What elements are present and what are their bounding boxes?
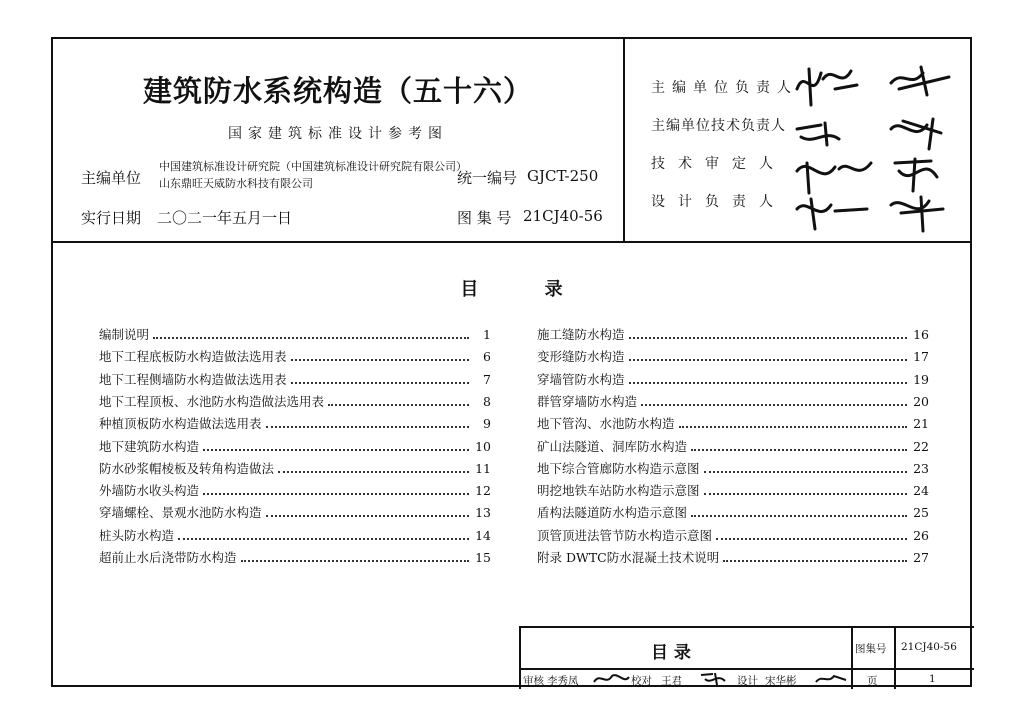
toc-item-page: 17 xyxy=(913,349,929,365)
title-block-title: 目 录 xyxy=(651,643,691,663)
toc-item-title: 编制说明 xyxy=(99,327,150,342)
drawing-frame xyxy=(51,37,972,687)
toc-item-title: 外墙防水收头构造 xyxy=(99,483,200,499)
design-label: 设计 xyxy=(737,675,758,687)
toc-item-page: 15 xyxy=(475,550,491,565)
review-label: 审核 xyxy=(523,675,544,687)
toc-item-page: 16 xyxy=(913,327,929,342)
toc-item-title: 地下工程顶板、水池防水构造做法选用表 xyxy=(99,393,325,409)
toc-item-title: 地下工程侧墙防水构造做法选用表 xyxy=(99,371,287,387)
toc-item-title: 穿墙螺栓、景观水池防水构造 xyxy=(99,505,262,521)
toc-item[interactable] xyxy=(537,347,929,367)
unified-number: GJCT-250 xyxy=(527,167,599,185)
toc-item[interactable] xyxy=(99,325,491,345)
toc-item-title: 种植顶板防水构造做法选用表 xyxy=(99,416,262,432)
toc-item-page: 14 xyxy=(475,527,491,543)
atlas-number-label: 图 集 号 xyxy=(457,209,512,227)
toc-leader-dots xyxy=(153,337,469,339)
toc-item-title: 地下建筑防水构造 xyxy=(99,438,200,454)
toc-item-title: 矿山法隧道、洞库防水构造 xyxy=(537,438,688,454)
toc-item-page: 24 xyxy=(913,483,929,499)
toc-item-page: 1 xyxy=(483,327,491,342)
toc-item-title: 变形缝防水构造 xyxy=(537,349,625,365)
approval-role-1: 主编单位负责人 xyxy=(651,80,798,96)
toc-item[interactable] xyxy=(99,503,491,523)
check-label: 校对 xyxy=(631,675,652,687)
toc-item-title: 防水砂浆帽棱板及转角构造做法 xyxy=(99,460,275,476)
approval-role-3: 技术审定人 xyxy=(651,156,786,172)
document-title: 建筑防水系统构造（五十六） xyxy=(142,74,533,108)
toc-item-page: 6 xyxy=(483,349,491,365)
toc-item[interactable] xyxy=(99,370,491,390)
toc-item[interactable] xyxy=(99,459,491,479)
page-label: 页 xyxy=(867,675,878,687)
toc-item[interactable] xyxy=(99,481,491,501)
toc-item-title: 施工缝防水构造 xyxy=(537,327,625,342)
toc-item[interactable] xyxy=(537,414,929,434)
toc-item-title: 地下管沟、水池防水构造 xyxy=(537,416,675,432)
toc-leader-dots xyxy=(291,382,469,384)
toc-item[interactable] xyxy=(99,347,491,367)
atlas-number: 21CJ40-56 xyxy=(523,207,603,225)
design-name: 宋华彬 xyxy=(765,675,797,687)
toc-item-page: 8 xyxy=(483,393,491,409)
toc-item[interactable] xyxy=(99,414,491,434)
title-block-atlas-label: 图集号 xyxy=(855,643,887,655)
toc-leader-dots xyxy=(629,337,907,339)
toc-item[interactable] xyxy=(537,392,929,412)
toc-item-page: 11 xyxy=(475,460,491,476)
toc-item[interactable] xyxy=(537,503,929,523)
toc-item[interactable] xyxy=(537,481,929,501)
toc-item-title: 穿墙管防水构造 xyxy=(537,371,625,387)
toc-item[interactable] xyxy=(99,437,491,457)
design-signature xyxy=(813,671,849,687)
toc-item-page: 13 xyxy=(475,505,491,521)
title-block-atlas-value: 21CJ40-56 xyxy=(901,641,957,653)
toc-item-page: 10 xyxy=(475,438,491,454)
effective-date: 二〇二一年五月一日 xyxy=(157,209,293,227)
toc-leader-dots xyxy=(629,359,907,361)
header-divider xyxy=(623,39,625,243)
toc-item-title: 顶管顶进法管节防水构造示意图 xyxy=(537,527,713,543)
unified-number-label: 统一编号 xyxy=(457,169,518,187)
toc-item-page: 7 xyxy=(483,371,491,387)
document-subtitle: 国家建筑标准设计参考图 xyxy=(228,126,448,142)
header-bottom-rule xyxy=(53,241,970,243)
toc-item-title: 桩头防水构造 xyxy=(99,527,175,543)
toc-leader-dots xyxy=(266,426,469,428)
editor-unit-label: 主编单位 xyxy=(81,169,142,187)
toc-item[interactable] xyxy=(99,548,491,568)
toc-leader-dots xyxy=(241,560,469,562)
toc-item-title: 附录 DWTC防水混凝土技术说明 xyxy=(537,550,720,565)
page-number: 1 xyxy=(929,673,936,685)
check-signature xyxy=(697,671,737,687)
editor-unit-1: 中国建筑标准设计研究院（中国建筑标准设计研究院有限公司） xyxy=(159,160,467,173)
toc-item-page: 20 xyxy=(913,393,929,409)
toc-leader-dots xyxy=(278,471,469,473)
toc-item-title: 群管穿墙防水构造 xyxy=(537,393,638,409)
toc-heading xyxy=(53,275,970,301)
toc-leader-dots xyxy=(203,449,469,451)
toc-item[interactable] xyxy=(99,526,491,546)
toc-item-title: 超前止水后浇带防水构造 xyxy=(99,550,237,565)
toc-leader-dots xyxy=(691,449,907,451)
toc-leader-dots xyxy=(704,471,907,473)
toc-leader-dots xyxy=(679,426,907,428)
toc-item[interactable] xyxy=(537,526,929,546)
toc-item[interactable] xyxy=(537,459,929,479)
effective-date-label: 实行日期 xyxy=(81,209,142,227)
toc-leader-dots xyxy=(266,515,469,517)
handwritten-signatures xyxy=(791,59,961,234)
toc-item-title: 明挖地铁车站防水构造示意图 xyxy=(537,483,700,499)
toc-item-page: 25 xyxy=(913,505,929,521)
toc-item-page: 26 xyxy=(913,527,929,543)
toc-leader-dots xyxy=(691,515,907,517)
approval-role-2: 主编单位技术负责人 xyxy=(651,118,786,134)
toc-item-page: 9 xyxy=(483,416,491,432)
review-signature xyxy=(591,671,631,687)
toc-item[interactable] xyxy=(99,392,491,412)
check-name: 王君 xyxy=(661,675,682,687)
editor-unit-2: 山东鼎旺天威防水科技有限公司 xyxy=(159,177,313,190)
toc-item-title: 盾构法隧道防水构造示意图 xyxy=(537,505,688,521)
toc-heading-right: 录 xyxy=(544,279,563,300)
review-name: 李秀凤 xyxy=(547,675,579,687)
toc-leader-dots xyxy=(328,404,469,406)
toc-item-page: 23 xyxy=(913,460,929,476)
toc-leader-dots xyxy=(178,538,469,540)
toc-item-page: 22 xyxy=(913,438,929,454)
toc-leader-dots xyxy=(291,359,469,361)
toc-heading-left: 目 xyxy=(460,279,479,300)
toc-leader-dots xyxy=(641,404,907,406)
toc-item-page: 27 xyxy=(913,550,929,565)
toc-leader-dots xyxy=(723,560,907,562)
approval-role-4: 设计负责人 xyxy=(651,194,786,210)
toc-item-title: 地下工程底板防水构造做法选用表 xyxy=(99,349,287,365)
toc-leader-dots xyxy=(629,382,907,384)
title-block xyxy=(519,626,974,689)
toc-item[interactable] xyxy=(537,325,929,345)
toc-item-page: 21 xyxy=(913,416,929,432)
toc-leader-dots xyxy=(203,493,469,495)
toc-leader-dots xyxy=(716,538,907,540)
toc-item[interactable] xyxy=(537,548,929,568)
toc-item-title: 地下综合管廊防水构造示意图 xyxy=(537,460,700,476)
toc-item-page: 19 xyxy=(913,371,929,387)
toc-leader-dots xyxy=(704,493,907,495)
toc-item[interactable] xyxy=(537,370,929,390)
toc-item-page: 12 xyxy=(475,483,491,499)
toc-item[interactable] xyxy=(537,437,929,457)
